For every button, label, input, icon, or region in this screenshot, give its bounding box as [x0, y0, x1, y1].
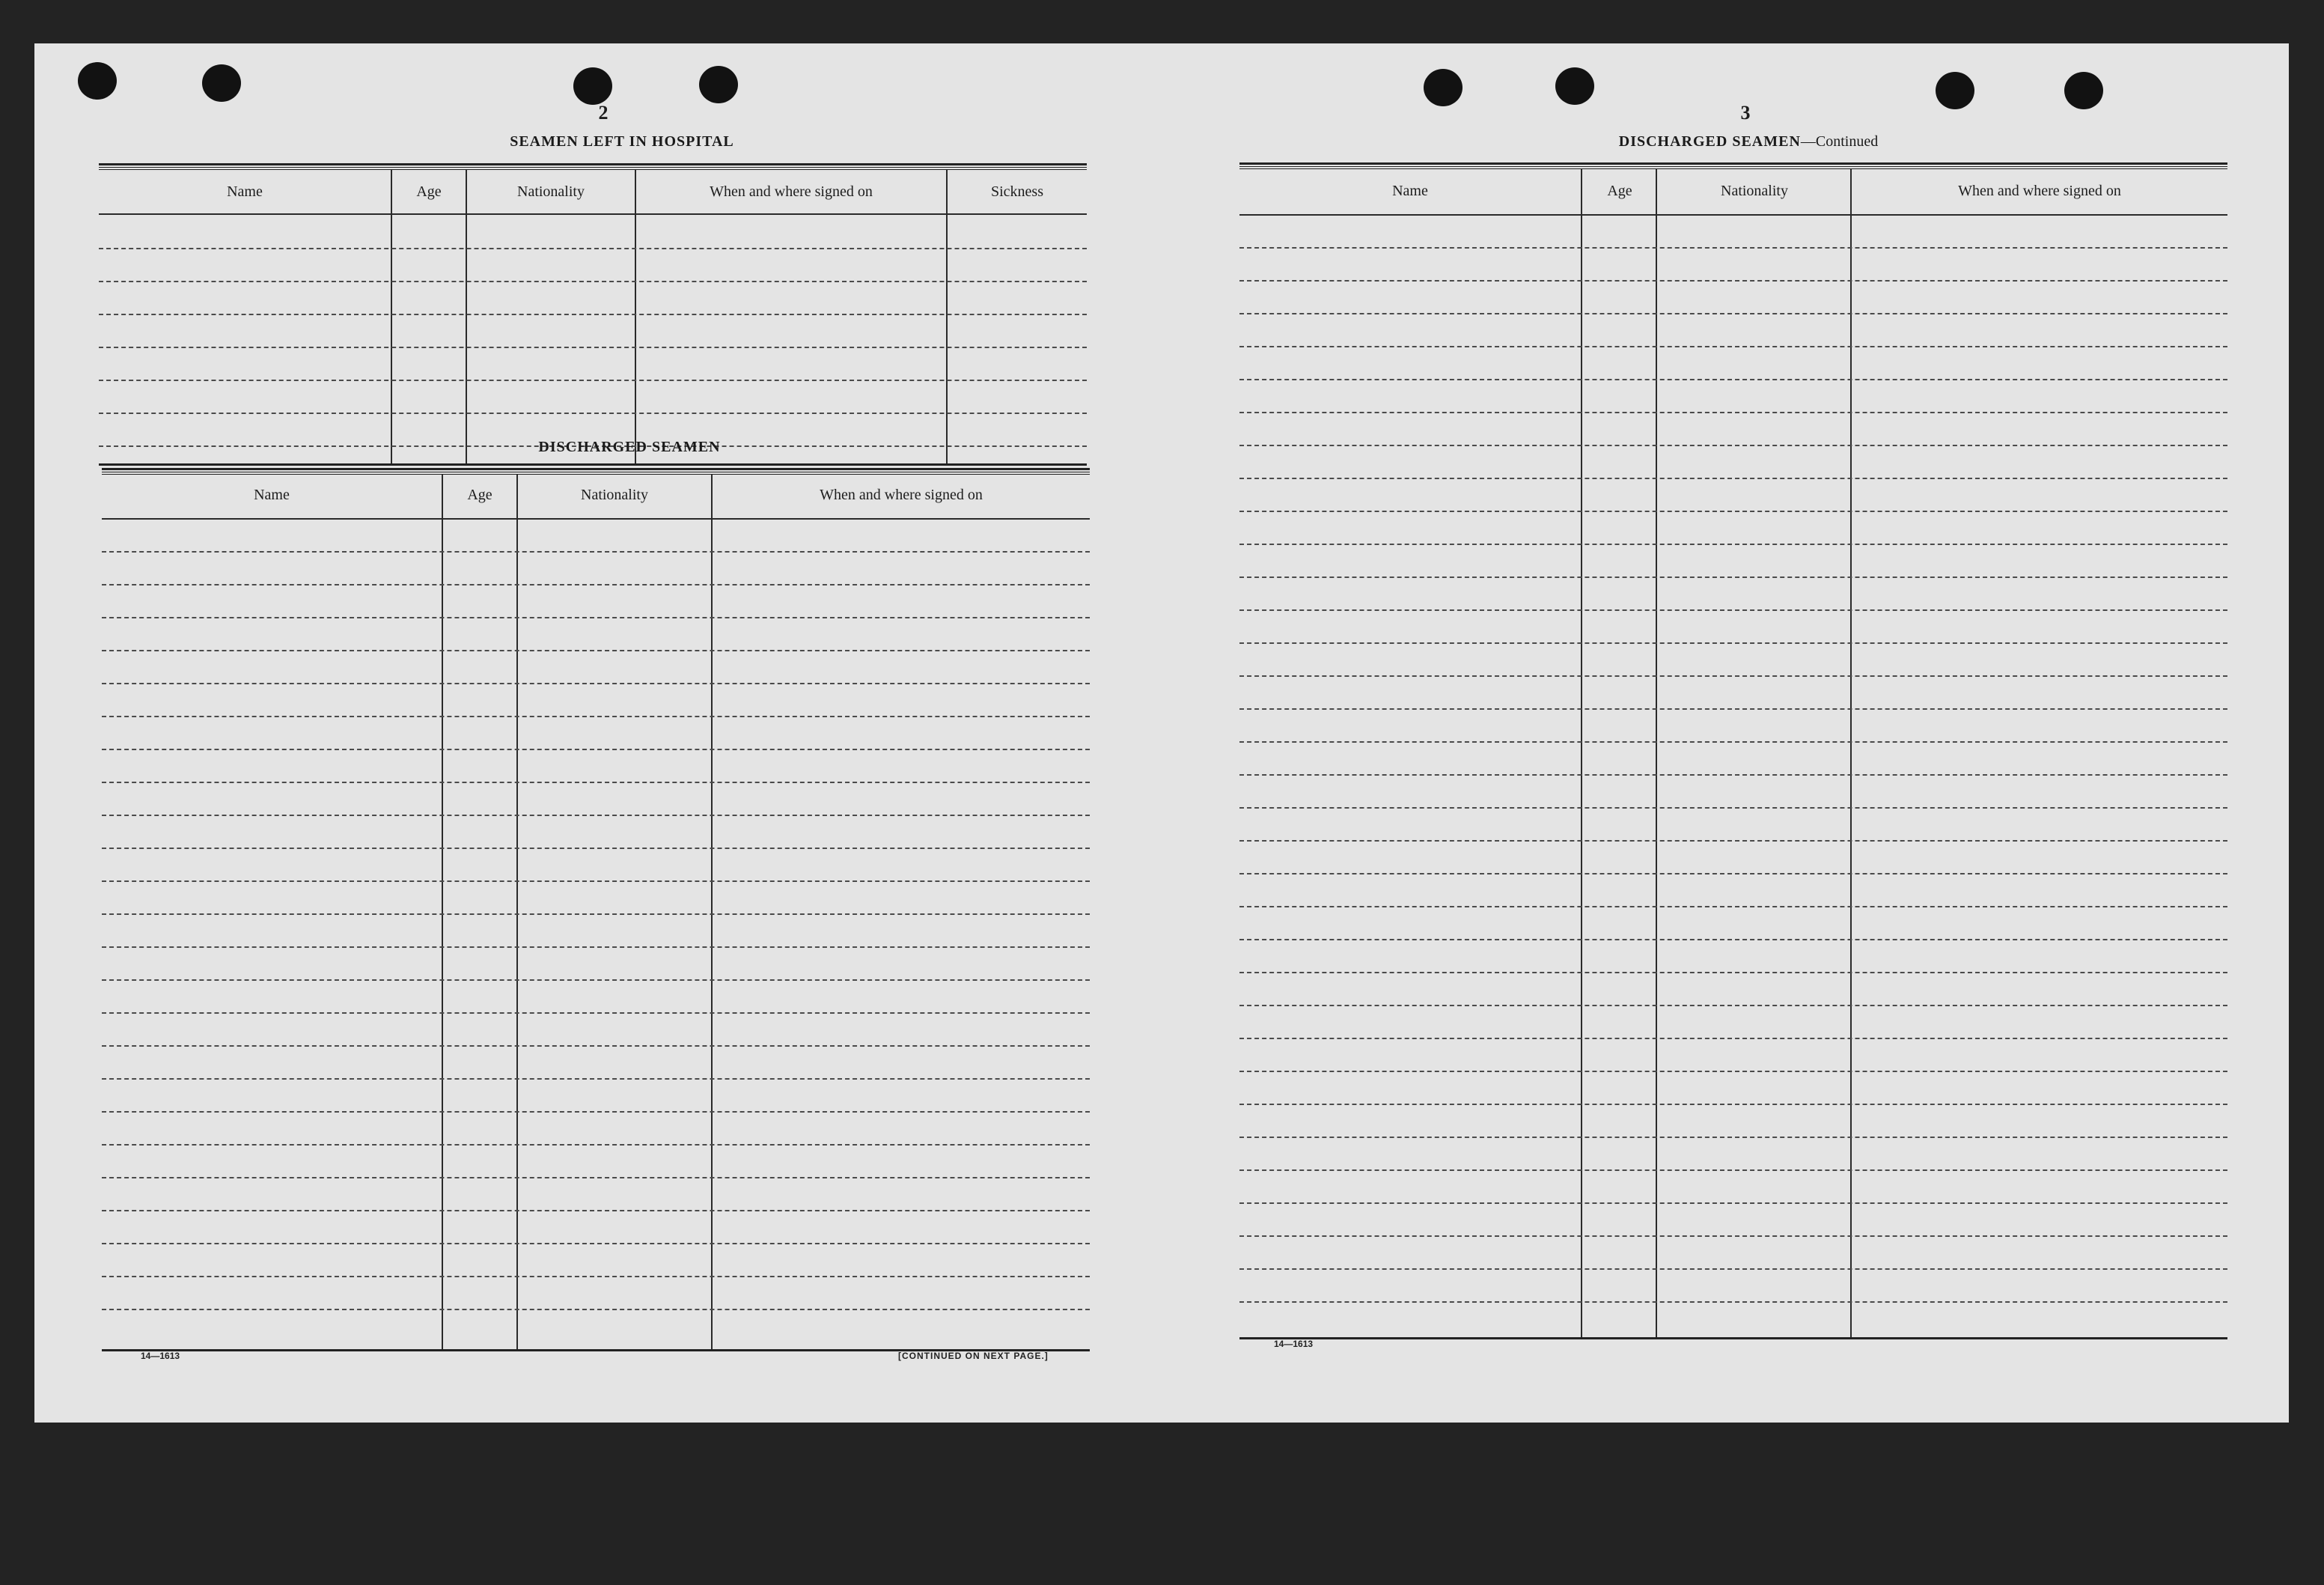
punch-hole-icon [1555, 67, 1594, 105]
table-row [1239, 313, 2227, 314]
punch-hole-icon [202, 64, 241, 102]
table-row [1239, 346, 2227, 347]
table-row [1239, 741, 2227, 743]
table-row [1239, 1301, 2227, 1303]
column-header-age: Age [467, 487, 492, 503]
table-row [1239, 807, 2227, 809]
table-row [1239, 939, 2227, 940]
table-row [1239, 445, 2227, 446]
table-row [1239, 840, 2227, 842]
table-row [1239, 511, 2227, 512]
table-row [1239, 708, 2227, 710]
table-row [1239, 774, 2227, 776]
table-row [99, 380, 1087, 381]
continued-note: [CONTINUED ON NEXT PAGE.] [898, 1351, 1049, 1361]
table-row [102, 979, 1090, 981]
table-row [102, 1177, 1090, 1178]
table-row [102, 584, 1090, 585]
table-row [1239, 544, 2227, 545]
page-number: 2 [598, 102, 609, 124]
table-row [102, 749, 1090, 750]
table-row [1239, 675, 2227, 677]
table-row [1239, 1235, 2227, 1237]
discharged-table-right [1239, 166, 2227, 1339]
table-row [102, 1078, 1090, 1080]
table-row [102, 1012, 1090, 1014]
table-row [1239, 379, 2227, 380]
column-header-signed-on: When and where signed on [710, 183, 873, 200]
column-header-nationality: Nationality [581, 487, 648, 503]
document-sheet [34, 43, 2289, 1423]
table-row [102, 1045, 1090, 1047]
table-row [99, 347, 1087, 348]
punch-hole-icon [573, 67, 612, 105]
table-row [99, 248, 1087, 249]
table-row [1239, 609, 2227, 611]
punch-hole-icon [2064, 72, 2103, 109]
table-row [102, 913, 1090, 915]
table-row [1239, 1038, 2227, 1039]
table-row [102, 551, 1090, 553]
column-header-signed-on: When and where signed on [820, 487, 983, 503]
table-row [1239, 906, 2227, 907]
table-row [102, 650, 1090, 651]
table-row [102, 617, 1090, 618]
form-code: 14—1613 [141, 1351, 180, 1361]
table-row [1239, 576, 2227, 578]
punch-hole-icon [78, 62, 117, 100]
page-number: 3 [1740, 102, 1751, 124]
punch-hole-icon [1424, 69, 1463, 106]
table-row [1239, 1169, 2227, 1171]
discharged-table-left [102, 472, 1090, 1351]
column-header-age: Age [1607, 183, 1632, 199]
form-code: 14—1613 [1274, 1339, 1314, 1349]
table-row [102, 1309, 1090, 1310]
table-row [1239, 1202, 2227, 1204]
table-row [1239, 1268, 2227, 1270]
punch-hole-icon [1936, 72, 1974, 109]
table-row [1239, 1005, 2227, 1006]
table-row [1239, 247, 2227, 249]
table-row [99, 314, 1087, 315]
table-row [1239, 1071, 2227, 1072]
table-row [1239, 478, 2227, 479]
table-row [1239, 1137, 2227, 1138]
table-row [102, 880, 1090, 882]
table-row [1239, 642, 2227, 644]
column-header-name: Name [254, 487, 290, 503]
table-row [102, 1210, 1090, 1211]
table-row [102, 1144, 1090, 1146]
table-row [99, 281, 1087, 282]
table-row [102, 1276, 1090, 1277]
table-row [1239, 280, 2227, 282]
table-row [102, 946, 1090, 948]
column-header-signed-on: When and where signed on [1958, 183, 2121, 199]
table-row [102, 1111, 1090, 1113]
hospital-section-title: SEAMEN LEFT IN HOSPITAL [510, 133, 734, 150]
column-header-age: Age [416, 183, 442, 200]
discharged-section-title: DISCHARGED SEAMEN [538, 439, 721, 455]
table-row [102, 1243, 1090, 1244]
section-title-suffix: —Continued [1800, 133, 1879, 150]
table-row [1239, 412, 2227, 413]
table-row [1239, 873, 2227, 874]
column-header-nationality: Nationality [517, 183, 585, 200]
table-row [102, 848, 1090, 849]
column-header-name: Name [227, 183, 263, 200]
discharged-continued-title [1569, 133, 1928, 150]
table-row [102, 716, 1090, 717]
table-row [1239, 1104, 2227, 1105]
table-row [99, 413, 1087, 414]
table-row [102, 782, 1090, 783]
section-title-text: DISCHARGED SEAMEN [1618, 133, 1801, 150]
table-row [102, 683, 1090, 684]
table-row [1239, 972, 2227, 973]
hospital-table [99, 167, 1087, 466]
column-header-sickness: Sickness [991, 183, 1043, 200]
column-header-nationality: Nationality [1721, 183, 1788, 199]
punch-hole-icon [699, 66, 738, 103]
column-header-name: Name [1392, 183, 1428, 199]
table-row [102, 815, 1090, 816]
